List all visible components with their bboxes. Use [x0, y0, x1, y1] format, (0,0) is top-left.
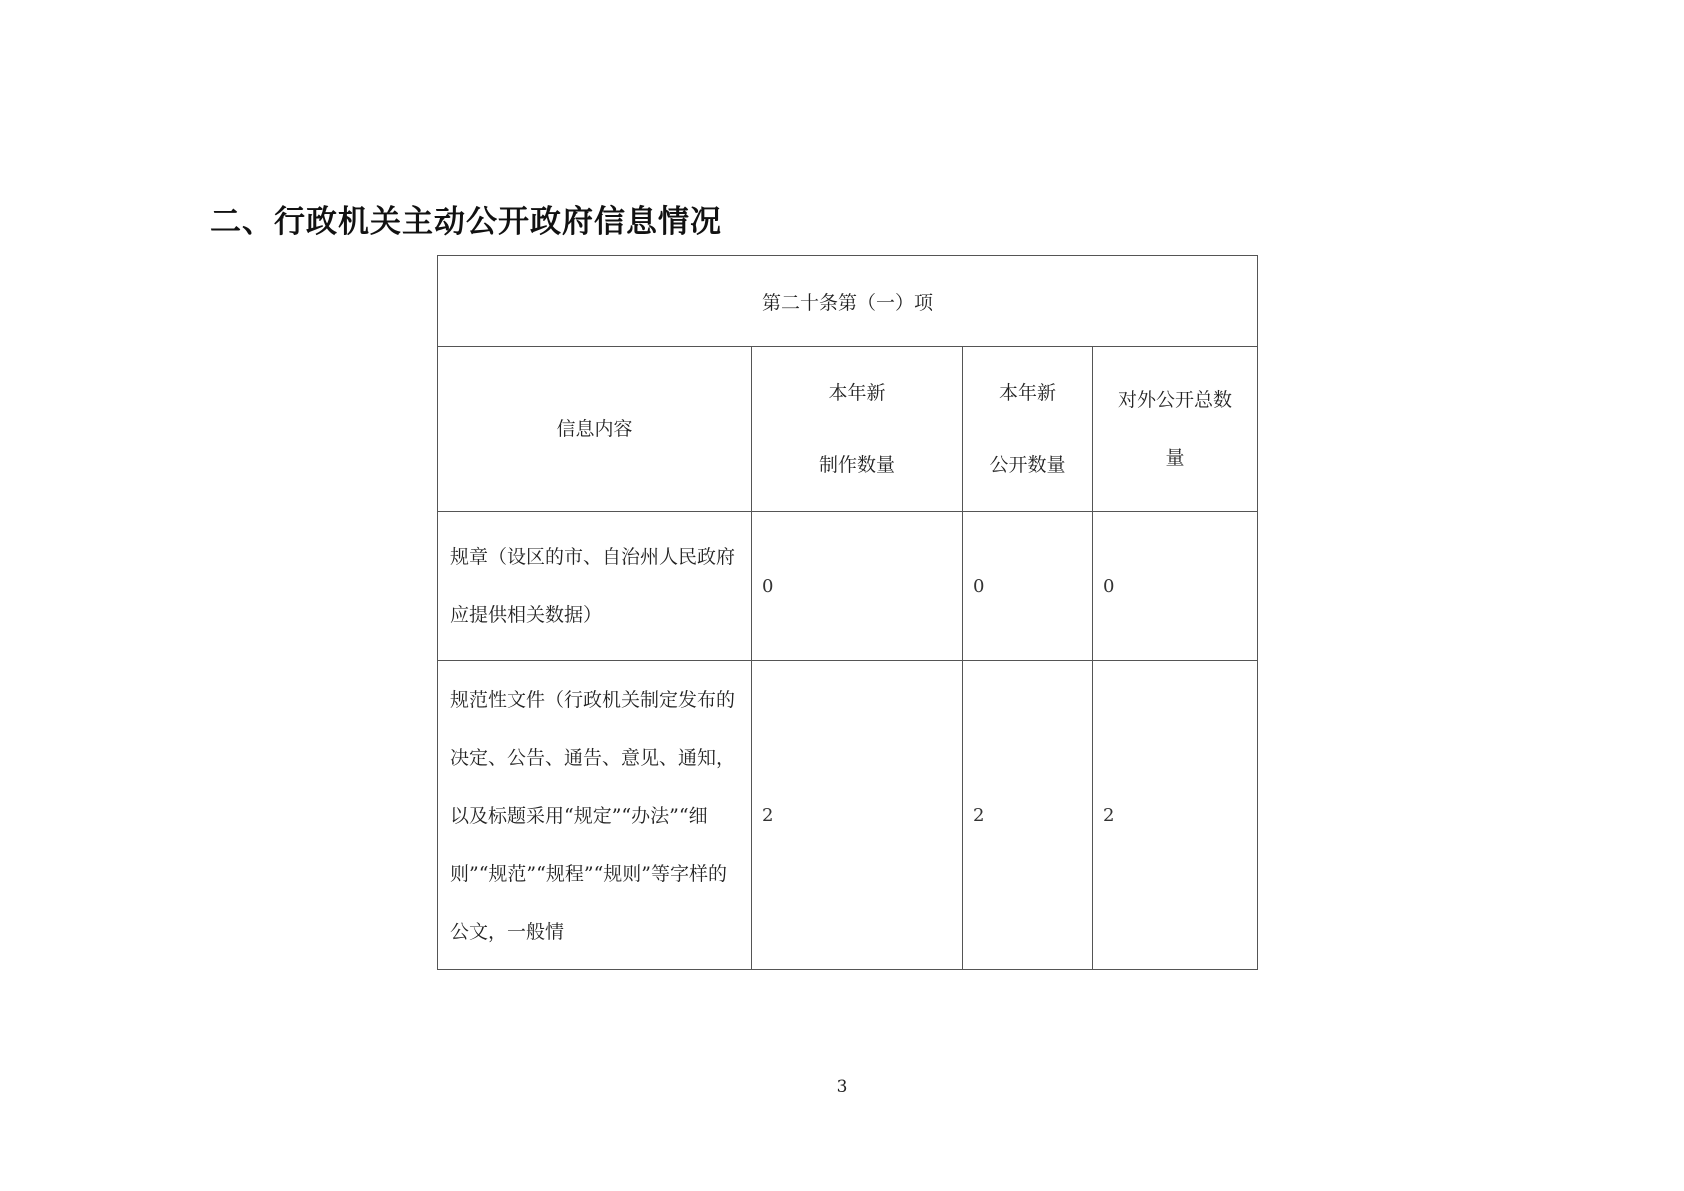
- row-description: 规范性文件（行政机关制定发布的决定、公告、通告、意见、通知，以及标题采用“规定”“办法”“细则”“规范”“规程”“规则”等字样的公文，一般情: [438, 661, 752, 970]
- header-total-public-line1: 对外公开总数: [1118, 389, 1233, 411]
- table-header-row: [438, 347, 1258, 512]
- header-total-public: [1093, 347, 1258, 512]
- header-new-made: [752, 347, 963, 512]
- header-new-published-line2: 公开数量: [989, 454, 1066, 476]
- row-new-published: 0: [963, 512, 1093, 661]
- table-row-normative-documents: [438, 661, 1258, 970]
- header-info-content: 信息内容: [438, 347, 752, 512]
- header-new-published: [963, 347, 1093, 512]
- header-new-made-line1: 本年新: [828, 382, 886, 404]
- table-caption: 第二十条第（一）项: [438, 256, 1258, 347]
- header-new-published-line1: 本年新: [998, 382, 1056, 404]
- table-caption-row: [438, 256, 1258, 347]
- row-total-public: 2: [1093, 661, 1258, 970]
- row-description: 规章（设区的市、自治州人民政府应提供相关数据）: [438, 512, 752, 661]
- table-row-regulations: [438, 512, 1258, 661]
- header-new-made-line2: 制作数量: [818, 454, 895, 476]
- disclosure-table: [437, 255, 1258, 970]
- row-new-made: 0: [752, 512, 963, 661]
- row-new-published: 2: [963, 661, 1093, 970]
- page-number: 3: [836, 1077, 848, 1097]
- row-new-made: 2: [752, 661, 963, 970]
- section-heading: 二、行政机关主动公开政府信息情况: [210, 204, 722, 240]
- row-total-public: 0: [1093, 512, 1258, 661]
- header-total-public-line2: 量: [1165, 447, 1185, 469]
